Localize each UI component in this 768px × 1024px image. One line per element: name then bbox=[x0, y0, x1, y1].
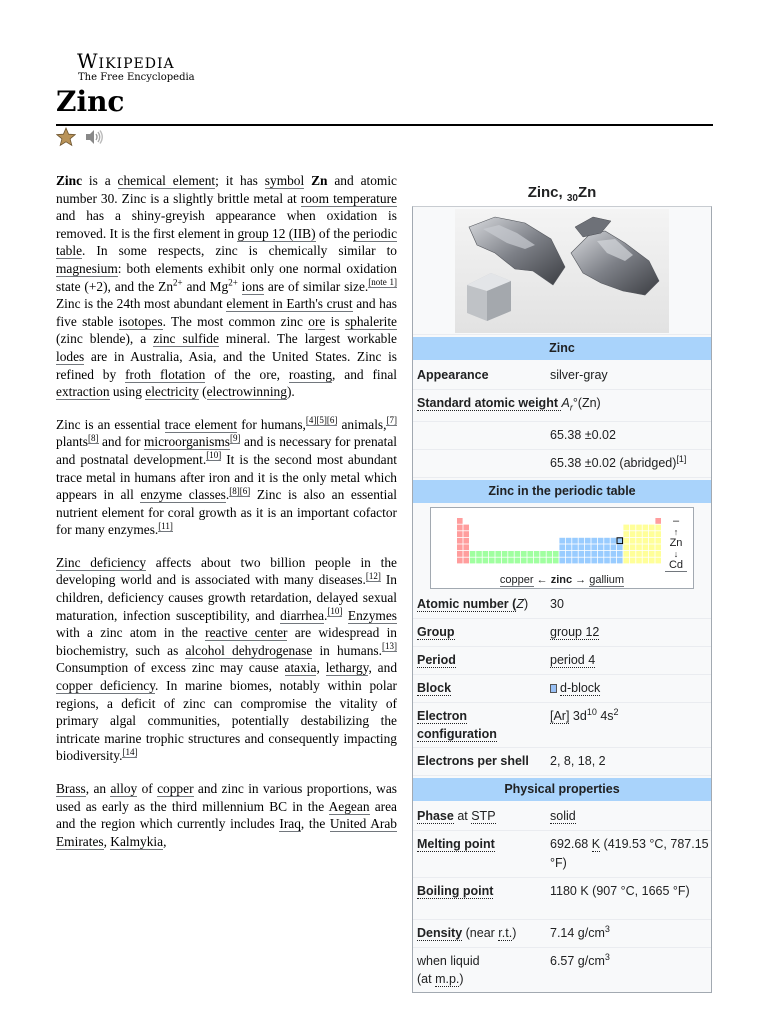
row-electrons-per-shell bbox=[413, 748, 711, 776]
element-cell bbox=[630, 537, 636, 543]
std-weight-label[interactable]: Standard atomic weight $A_r^\circ(Zn)$ bbox=[417, 396, 601, 413]
ref-11[interactable]: [11] bbox=[158, 520, 173, 531]
element-cell bbox=[579, 544, 585, 550]
element-cell bbox=[598, 537, 604, 543]
ref-13[interactable]: [13] bbox=[382, 641, 397, 652]
link-iraq[interactable]: Iraq bbox=[279, 816, 301, 832]
pt-vertical-neighbors bbox=[665, 516, 687, 572]
element-cell bbox=[547, 557, 553, 563]
element-cell bbox=[540, 551, 546, 557]
density-liquid-label: when liquid (at m.p.) bbox=[417, 953, 480, 986]
link-roasting[interactable]: roasting bbox=[288, 366, 333, 382]
row-boiling-point bbox=[413, 878, 711, 920]
section-header-physical: Physical properties bbox=[413, 778, 711, 801]
element-cell bbox=[476, 557, 482, 563]
link-ataxia[interactable]: ataxia bbox=[284, 660, 317, 676]
star-icon[interactable] bbox=[56, 127, 76, 147]
element-cell bbox=[463, 551, 469, 557]
zinc-sample-photo[interactable] bbox=[455, 209, 669, 333]
element-cell bbox=[604, 537, 610, 543]
element-cell bbox=[572, 551, 578, 557]
link-chemical-element[interactable]: chemical element bbox=[117, 173, 216, 188]
link-ions[interactable]: ions bbox=[241, 278, 264, 294]
element-cell bbox=[598, 551, 604, 557]
element-cell bbox=[495, 557, 501, 563]
ref-14[interactable]: [14] bbox=[122, 746, 138, 757]
element-cell bbox=[630, 551, 636, 557]
element-cell bbox=[521, 557, 527, 563]
group-value[interactable]: group 12 bbox=[550, 624, 600, 639]
ref-note-1[interactable]: [note 1] bbox=[368, 277, 397, 288]
element-cell bbox=[591, 557, 597, 563]
atomic-number-value: 30 bbox=[550, 596, 564, 611]
element-cell bbox=[463, 557, 469, 563]
element-cell bbox=[579, 557, 585, 563]
link-copper-deficiency[interactable]: copper deficiency bbox=[56, 678, 156, 694]
row-block bbox=[413, 675, 711, 703]
element-cell bbox=[585, 544, 591, 550]
link-extraction[interactable]: extraction bbox=[56, 384, 110, 400]
pt-center: zinc bbox=[550, 573, 573, 586]
link-brass[interactable]: Brass bbox=[56, 781, 86, 796]
element-cell bbox=[483, 557, 489, 563]
element-cell bbox=[623, 557, 629, 563]
period-label[interactable]: Period bbox=[417, 652, 456, 667]
element-cell bbox=[579, 537, 585, 543]
element-cell bbox=[655, 518, 661, 524]
ref-8-6[interactable]: [8][6] bbox=[229, 485, 251, 496]
element-cell bbox=[457, 537, 463, 543]
element-cell bbox=[508, 557, 514, 563]
element-cell bbox=[636, 537, 642, 543]
infobox-image-cell bbox=[413, 207, 711, 335]
link-aegean[interactable]: Aegean bbox=[328, 798, 370, 814]
term-zinc: Zinc bbox=[56, 173, 83, 188]
element-cell bbox=[649, 531, 655, 537]
element-cell bbox=[623, 537, 629, 543]
element-cell bbox=[559, 537, 565, 543]
element-cell bbox=[559, 551, 565, 557]
pt-above: – bbox=[672, 514, 680, 527]
element-cell bbox=[495, 551, 501, 557]
ref-7[interactable]: [7] bbox=[386, 415, 397, 426]
link-zinc-sulfide[interactable]: zinc sulfide bbox=[153, 331, 219, 347]
group-label[interactable]: Group bbox=[417, 624, 455, 639]
element-cell bbox=[617, 544, 623, 550]
logo-tagline: The Free Encyclopedia bbox=[78, 72, 195, 83]
element-cell bbox=[457, 557, 463, 563]
element-cell bbox=[643, 524, 649, 530]
ref-1[interactable]: [1] bbox=[676, 453, 687, 464]
element-cell bbox=[643, 551, 649, 557]
ref-8[interactable]: [8] bbox=[88, 432, 99, 443]
element-cell bbox=[457, 518, 463, 524]
electron-configuration-label[interactable]: Electron configuration bbox=[417, 708, 497, 741]
zinc-cell-marker bbox=[617, 537, 623, 543]
paragraph-deficiency: Zinc deficiency affects about two billion people in the developing world and is associated with many diseases.[12] In children, deficiency causes growth retardation, delayed sexual maturation, infection susceptibility, and diarrhea.[10] Enzymes with a zinc atom in the reactive center are widespread in biochemistry, such as alcohol dehydrogenase in humans.[13] Consumption of excess zinc may cause ataxia, lethargy, and copper deficiency. In marine biomes, notably within polar regions, a deficit of zinc can compromise the vitality of primary algal communities, potentially destabilizing the intricate marine trophic structures and consequently impacting biodiversity.[14] bbox=[56, 554, 398, 764]
boiling-point-value: 1180 K (907 °C, 1665 °F) bbox=[550, 883, 690, 898]
element-cell bbox=[643, 537, 649, 543]
link-lethargy[interactable]: lethargy bbox=[325, 660, 369, 676]
row-atomic-number bbox=[413, 591, 711, 619]
element-cell bbox=[623, 544, 629, 550]
paragraph-intro: Zinc is a chemical element; it has symbol Zn and atomic number 30. Zinc is a slightly brittle metal at room temperature and has a shiny-greyish appearance when oxidation is removed. It is the first element in group 12 (IIB) of the periodic table. In some respects, zinc is chemically similar to magnesium: both elements exhibit only one normal oxidation state (+2), and the $Zn^{2+}$ and $Mg^{2+}$ ions are of similar size.[note 1] Zinc is the 24th most abundant element in Earth's crust and has five stable isotopes. The most common zinc ore is sphalerite (zinc blende), a zinc sulfide mineral. The largest workable lodes are in Australia, Asia, and the United States. Zinc is refined by froth flotation of the ore, roasting, and final extraction using electricity (electrowinning). bbox=[56, 173, 398, 400]
element-cell bbox=[598, 544, 604, 550]
periodic-table-mini[interactable] bbox=[430, 507, 694, 589]
element-cell bbox=[623, 524, 629, 530]
element-cell bbox=[598, 557, 604, 563]
element-cell bbox=[566, 557, 572, 563]
phase-label[interactable]: Phase at STP bbox=[417, 808, 496, 823]
element-cell bbox=[611, 551, 617, 557]
wikipedia-logo[interactable] bbox=[77, 50, 195, 84]
row-appearance bbox=[413, 362, 711, 390]
link-electricity[interactable]: electricity bbox=[145, 384, 199, 400]
section-header-periodic-table: Zinc in the periodic table bbox=[413, 480, 711, 503]
element-cell bbox=[572, 544, 578, 550]
link-alcohol-dehydrogenase[interactable]: alcohol dehydrogenase bbox=[185, 642, 313, 658]
appearance-value: silver-gray bbox=[550, 368, 608, 382]
title-divider bbox=[56, 124, 713, 126]
link-microorganisms[interactable]: microorganisms bbox=[143, 434, 230, 450]
paragraph-history: Brass, an alloy of copper and zinc in various proportions, was used as early as the third millennium BC in the Aegean area and the region which currently includes Iraq, the United Arab Emirates, Kalmykia, bbox=[56, 781, 397, 849]
link-lodes[interactable]: lodes bbox=[56, 348, 85, 364]
element-cell bbox=[649, 537, 655, 543]
element-cell bbox=[655, 531, 661, 537]
element-cell bbox=[515, 557, 521, 563]
element-cell bbox=[655, 557, 661, 563]
element-cell bbox=[585, 537, 591, 543]
phase-value[interactable]: solid bbox=[550, 808, 576, 823]
element-cell bbox=[572, 557, 578, 563]
link-sphalerite[interactable]: sphalerite bbox=[344, 313, 397, 329]
element-cell bbox=[502, 551, 508, 557]
melting-point-label[interactable]: Melting point bbox=[417, 836, 495, 851]
element-cell bbox=[553, 557, 559, 563]
element-cell bbox=[527, 557, 533, 563]
element-cell bbox=[611, 557, 617, 563]
element-cell bbox=[553, 551, 559, 557]
paragraph-biology: Zinc is an essential trace element for humans,[4][5][6] animals,[7] plants[8] and for microorganisms[9] and is necessary for prenatal and postnatal development.[10] It is the second most abundant trace metal in humans after iron and it is the only metal which appears in all enzyme classes.[8][6] Zinc is also an essential nutrient element for coral growth as it is an important cofactor for many enzymes.[11] bbox=[56, 415, 398, 538]
element-cell bbox=[636, 524, 642, 530]
row-standard-atomic-weight bbox=[413, 390, 711, 422]
element-cell bbox=[630, 544, 636, 550]
element-cell bbox=[559, 544, 565, 550]
element-cell bbox=[643, 557, 649, 563]
link-enzymes[interactable]: Enzymes bbox=[347, 607, 397, 623]
electrons-per-shell-label: Electrons per shell bbox=[417, 753, 529, 768]
page-title: Zinc bbox=[56, 85, 125, 118]
link-alloy[interactable]: alloy bbox=[110, 781, 138, 796]
element-cell bbox=[611, 544, 617, 550]
element-cell bbox=[489, 557, 495, 563]
element-cell bbox=[617, 557, 623, 563]
link-reactive-center[interactable]: reactive center bbox=[205, 625, 288, 641]
element-cell bbox=[591, 551, 597, 557]
link-froth-flotation[interactable]: froth flotation bbox=[125, 366, 206, 382]
element-cell bbox=[643, 544, 649, 550]
element-cell bbox=[649, 551, 655, 557]
element-cell bbox=[489, 551, 495, 557]
row-density-liquid bbox=[413, 948, 711, 992]
element-cell bbox=[604, 551, 610, 557]
element-cell bbox=[457, 551, 463, 557]
element-cell bbox=[534, 557, 540, 563]
pt-self: Zn bbox=[669, 536, 683, 549]
row-group bbox=[413, 619, 711, 647]
infobox-caption: Zinc, $_{30}$Zn bbox=[527, 184, 597, 204]
link-zinc-deficiency[interactable]: Zinc deficiency bbox=[56, 554, 147, 570]
element-cell bbox=[515, 551, 521, 557]
periodic-table-cell bbox=[413, 505, 711, 591]
element-cell bbox=[457, 531, 463, 537]
row-melting-point bbox=[413, 831, 711, 878]
melting-point-value: 692.68 K (419.53 °C, 787.15 °F) bbox=[550, 836, 709, 870]
std-weight-value: 65.38 ±0.02 bbox=[550, 427, 616, 442]
element-cell bbox=[483, 551, 489, 557]
element-cell bbox=[623, 531, 629, 537]
element-cell bbox=[655, 551, 661, 557]
ref-9[interactable]: [9] bbox=[229, 432, 241, 443]
link-diarrhea[interactable]: diarrhea bbox=[280, 607, 325, 623]
link-copper[interactable]: copper bbox=[157, 781, 194, 796]
element-cell bbox=[630, 524, 636, 530]
link-group-12[interactable]: group 12 (IIB) bbox=[237, 225, 316, 241]
element-cell bbox=[579, 551, 585, 557]
element-cell bbox=[476, 551, 482, 557]
element-cell bbox=[585, 551, 591, 557]
element-cell bbox=[636, 557, 642, 563]
atomic-number-label[interactable]: Atomic number (Z) bbox=[417, 596, 529, 611]
up-arrow-icon: ↑ bbox=[673, 526, 679, 537]
row-electron-configuration bbox=[413, 703, 711, 748]
link-copper-neighbor[interactable]: copper bbox=[499, 573, 534, 586]
std-weight-abridged-value: 65.38 ±0.02 (abridged)[1] bbox=[550, 453, 687, 470]
element-cell bbox=[604, 544, 610, 550]
electron-configuration-value: [Ar] $3d^{10}$ $4s^2$ bbox=[550, 706, 619, 723]
pt-below[interactable]: Cd bbox=[665, 560, 687, 572]
element-cell bbox=[463, 524, 469, 530]
period-value[interactable]: period 4 bbox=[550, 652, 596, 667]
element-cell bbox=[566, 544, 572, 550]
element-cell bbox=[591, 537, 597, 543]
down-arrow-icon: ↓ bbox=[673, 548, 679, 559]
ref-4-5-6[interactable]: [4][5][6] bbox=[305, 415, 338, 426]
row-period bbox=[413, 647, 711, 675]
element-cell bbox=[611, 537, 617, 543]
link-gallium-neighbor[interactable]: gallium bbox=[589, 573, 625, 586]
ref-10[interactable]: [10] bbox=[206, 450, 222, 461]
element-cell bbox=[502, 557, 508, 563]
section-header-zinc: Zinc bbox=[413, 337, 711, 360]
element-cell bbox=[655, 537, 661, 543]
d-block-color-icon bbox=[550, 684, 557, 693]
element-cell bbox=[547, 551, 553, 557]
element-cell bbox=[643, 531, 649, 537]
element-cell bbox=[649, 544, 655, 550]
row-std-weight-value bbox=[413, 422, 711, 450]
row-density bbox=[413, 920, 711, 948]
element-cell bbox=[636, 544, 642, 550]
link-united-arab-emirates[interactable]: United Arab Emirates bbox=[56, 816, 397, 849]
link-electrowinning[interactable]: electrowinning bbox=[206, 384, 287, 400]
speaker-icon[interactable] bbox=[84, 129, 104, 145]
periodic-table-grid bbox=[435, 514, 667, 576]
element-cell bbox=[540, 557, 546, 563]
element-cell bbox=[534, 551, 540, 557]
logo-wordmark: Wikipedia bbox=[77, 49, 175, 73]
element-cell bbox=[636, 551, 642, 557]
density-liquid-value: 6.57 $g/cm^3$ bbox=[550, 951, 610, 968]
element-cell bbox=[566, 537, 572, 543]
row-std-weight-abridged bbox=[413, 450, 711, 478]
article-body bbox=[56, 172, 397, 865]
element-cell bbox=[470, 551, 476, 557]
row-phase bbox=[413, 803, 711, 831]
density-value: 7.14 $g/cm^3$ bbox=[550, 923, 610, 940]
element-cell bbox=[623, 551, 629, 557]
element-cell bbox=[630, 531, 636, 537]
element-cell bbox=[630, 557, 636, 563]
element-cell bbox=[559, 557, 565, 563]
element-cell bbox=[566, 551, 572, 557]
link-kalmykia[interactable]: Kalmykia bbox=[110, 833, 164, 849]
element-cell bbox=[649, 524, 655, 530]
boiling-point-label[interactable]: Boiling point bbox=[417, 883, 494, 898]
element-cell bbox=[470, 557, 476, 563]
infobox-table bbox=[412, 206, 712, 993]
infobox bbox=[412, 180, 712, 993]
element-cell bbox=[457, 544, 463, 550]
element-cell bbox=[508, 551, 514, 557]
ref-12[interactable]: [12] bbox=[365, 571, 381, 581]
element-cell bbox=[585, 557, 591, 563]
link-element-in-earths-crust[interactable]: element in Earth's crust bbox=[226, 296, 353, 312]
pt-horizontal-neighbors: copper ← zinc → gallium bbox=[499, 573, 625, 586]
element-cell bbox=[463, 537, 469, 543]
link-trace-element[interactable]: trace element bbox=[164, 416, 238, 432]
link-periodic-table[interactable]: periodic table bbox=[56, 225, 398, 259]
term-zn: Zn bbox=[311, 173, 328, 188]
element-cell bbox=[655, 524, 661, 530]
element-cell bbox=[649, 557, 655, 563]
element-cell bbox=[572, 537, 578, 543]
appearance-label: Appearance bbox=[417, 368, 489, 382]
element-cell bbox=[521, 551, 527, 557]
element-cell bbox=[617, 551, 623, 557]
element-cell bbox=[457, 524, 463, 530]
element-cell bbox=[591, 544, 597, 550]
link-room-temperature[interactable]: room temperature bbox=[300, 190, 398, 206]
element-cell bbox=[463, 544, 469, 550]
density-label[interactable]: Density (near r.t.) bbox=[417, 925, 517, 940]
article-badges bbox=[56, 127, 104, 147]
link-enzyme-classes[interactable]: enzyme classes bbox=[140, 487, 226, 503]
element-cell bbox=[655, 544, 661, 550]
ref-10-b[interactable]: [10] bbox=[327, 606, 343, 617]
element-cell bbox=[463, 531, 469, 537]
element-cell bbox=[527, 551, 533, 557]
element-cell bbox=[604, 557, 610, 563]
block-value[interactable]: d-block bbox=[548, 675, 711, 702]
link-magnesium[interactable]: magnesium bbox=[56, 260, 118, 276]
block-label[interactable]: Block bbox=[417, 680, 452, 695]
electrons-per-shell-value: 2, 8, 18, 2 bbox=[550, 753, 606, 768]
link-isotopes[interactable]: isotopes bbox=[118, 313, 163, 329]
link-symbol[interactable]: symbol bbox=[264, 173, 305, 188]
element-cell bbox=[636, 531, 642, 537]
link-ore[interactable]: ore bbox=[308, 313, 326, 329]
